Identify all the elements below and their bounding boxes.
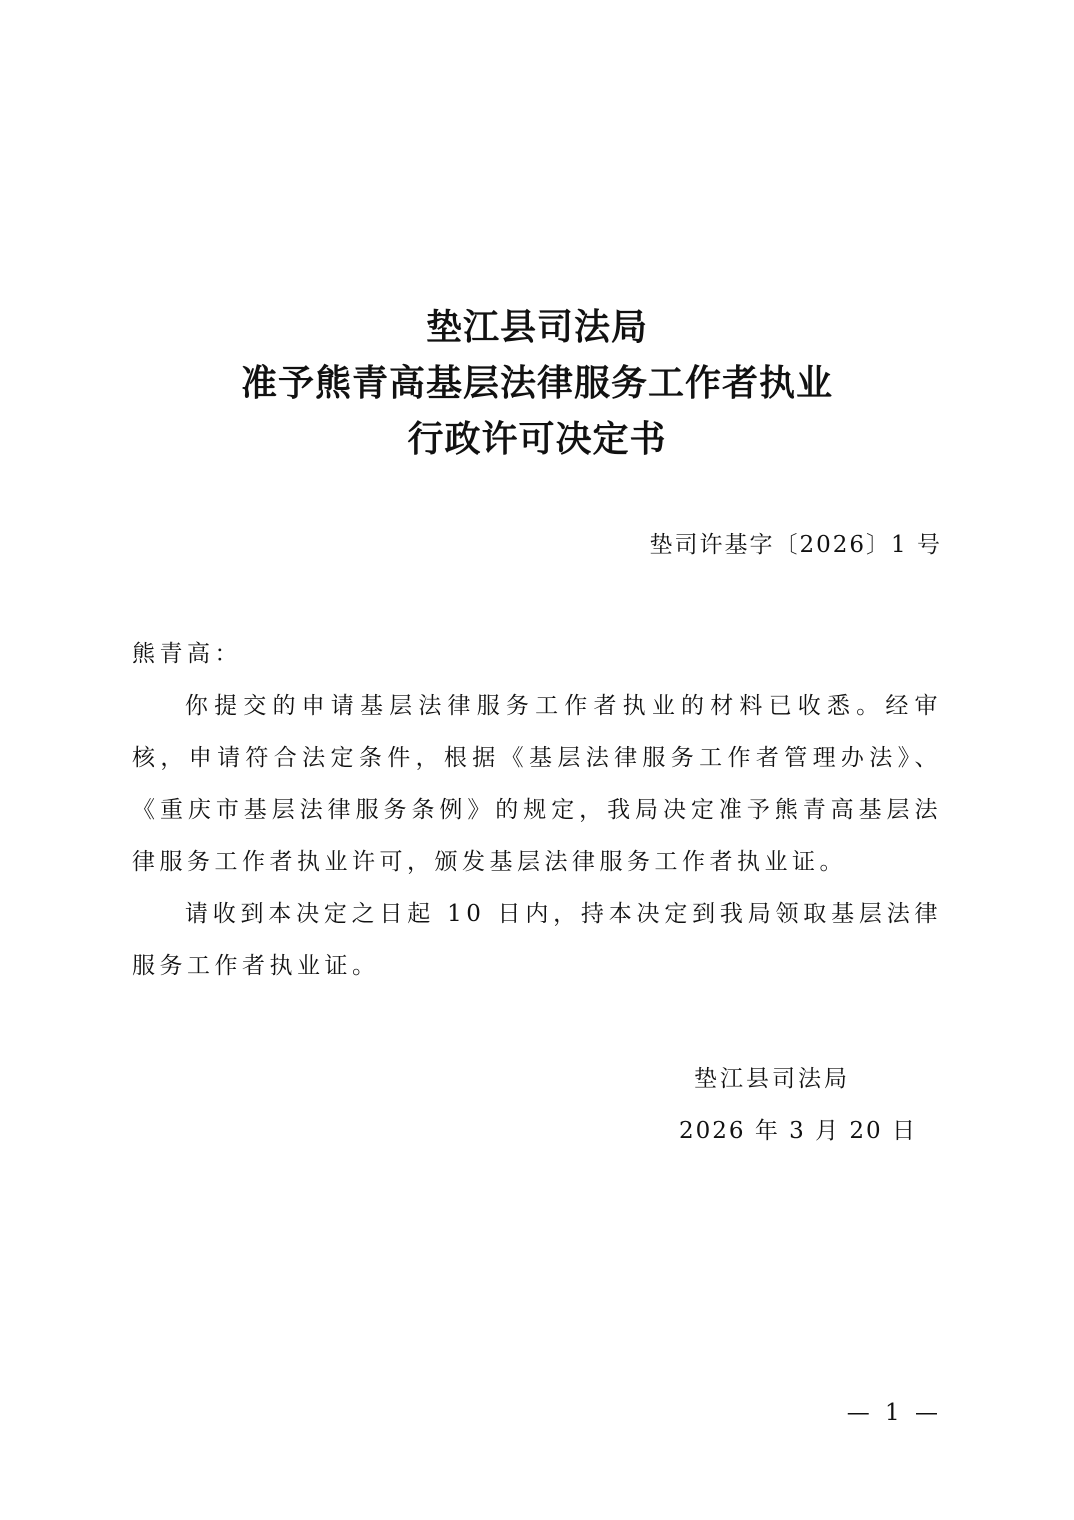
title-line-subject: 准予熊青高基层法律服务工作者执业 (240, 363, 833, 404)
page-number: — 1 — (846, 1400, 942, 1426)
paragraph-decision: 你提交的申请基层法律服务工作者执业的材料已收悉。经审核，申请符合法定条件，根据《基层法律服务工作者管理办法》、《重庆市基层法律服务条例》的规定，我局决定准予熊青高基层法律服务工作者执业许可，颁发基层法律服务工作者执业证。 (132, 693, 942, 875)
signature-organization: 垫江县司法局 (694, 1066, 850, 1092)
title-line-type: 行政许可决定书 (407, 419, 667, 460)
title-line-issuer: 垫江县司法局 (425, 307, 648, 348)
signature-date: 2026 年 3 月 20 日 (679, 1118, 917, 1144)
salutation: 熊青高： (132, 641, 242, 667)
document-title (0, 300, 1074, 468)
paragraph-instruction: 请收到本决定之日起 10 日内，持本决定到我局领取基层法律服务工作者执业证。 (132, 901, 942, 979)
document-number: 垫司许基字〔2026〕1 号 (649, 532, 942, 558)
